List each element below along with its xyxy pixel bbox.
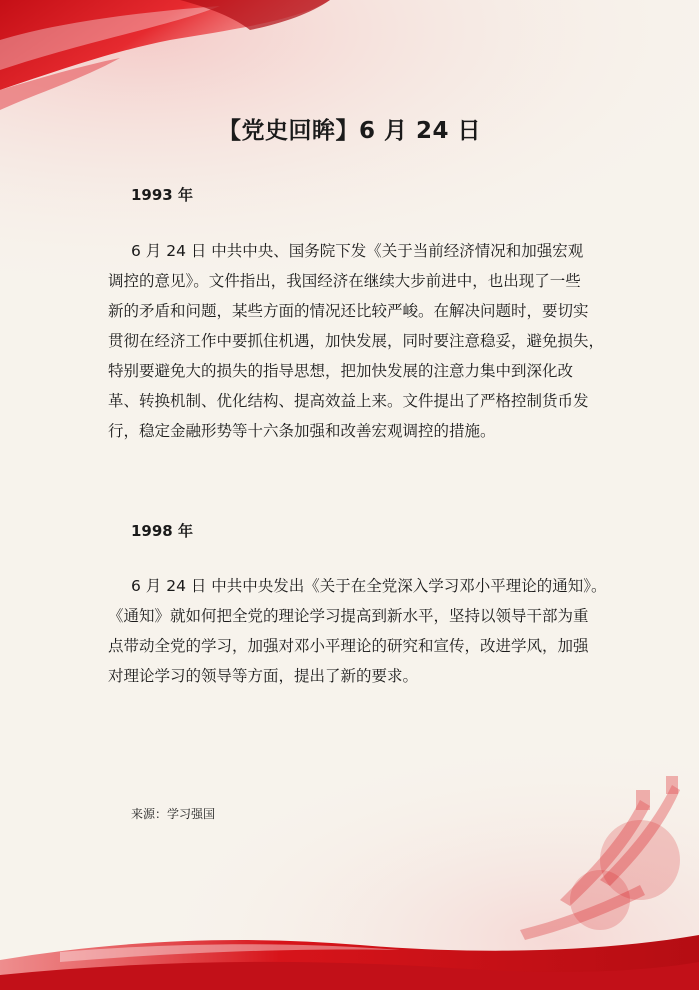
paragraph-line: 《通知》就如何把全党的理论学习提高到新水平，坚持以领导干部为重 [108,607,589,625]
paragraph-line: 贯彻在经济工作中要抓住机遇，加快发展，同时要注意稳妥，避免损失， [108,332,605,350]
paragraph-line: 6 月 24 日 中共中央发出《关于在全党深入学习邓小平理论的通知》。 [131,577,607,595]
paragraph-line: 行，稳定金融形势等十六条加强和改善宏观调控的措施。 [108,422,496,440]
paragraph-line: 调控的意见》。文件指出，我国经济在继续大步前进中，也出现了一些 [108,272,581,290]
paragraph-line: 点带动全党的学习，加强对邓小平理论的研究和宣传，改进学风，加强 [108,637,589,655]
section-paragraph [108,571,607,691]
page-title: 【党史回眸】6 月 24 日 [217,118,482,144]
paragraph-line: 革、转换机制、优化结构、提高效益上来。文件提出了严格控制货币发 [108,392,589,410]
section-paragraph [108,236,605,446]
section-year: 1998 年 [131,522,193,540]
paragraph-line: 6 月 24 日 中共中央、国务院下发《关于当前经济情况和加强宏观 [131,242,584,260]
section-year: 1993 年 [131,186,193,204]
paragraph-line: 新的矛盾和问题，某些方面的情况还比较严峻。在解决问题时，要切实 [108,302,589,320]
paragraph-line: 特别要避免大的损失的指导思想，把加快发展的注意力集中到深化改 [108,362,574,380]
source-note: 来源：学习强国 [131,807,216,821]
paragraph-line: 对理论学习的领导等方面，提出了新的要求。 [108,667,419,685]
